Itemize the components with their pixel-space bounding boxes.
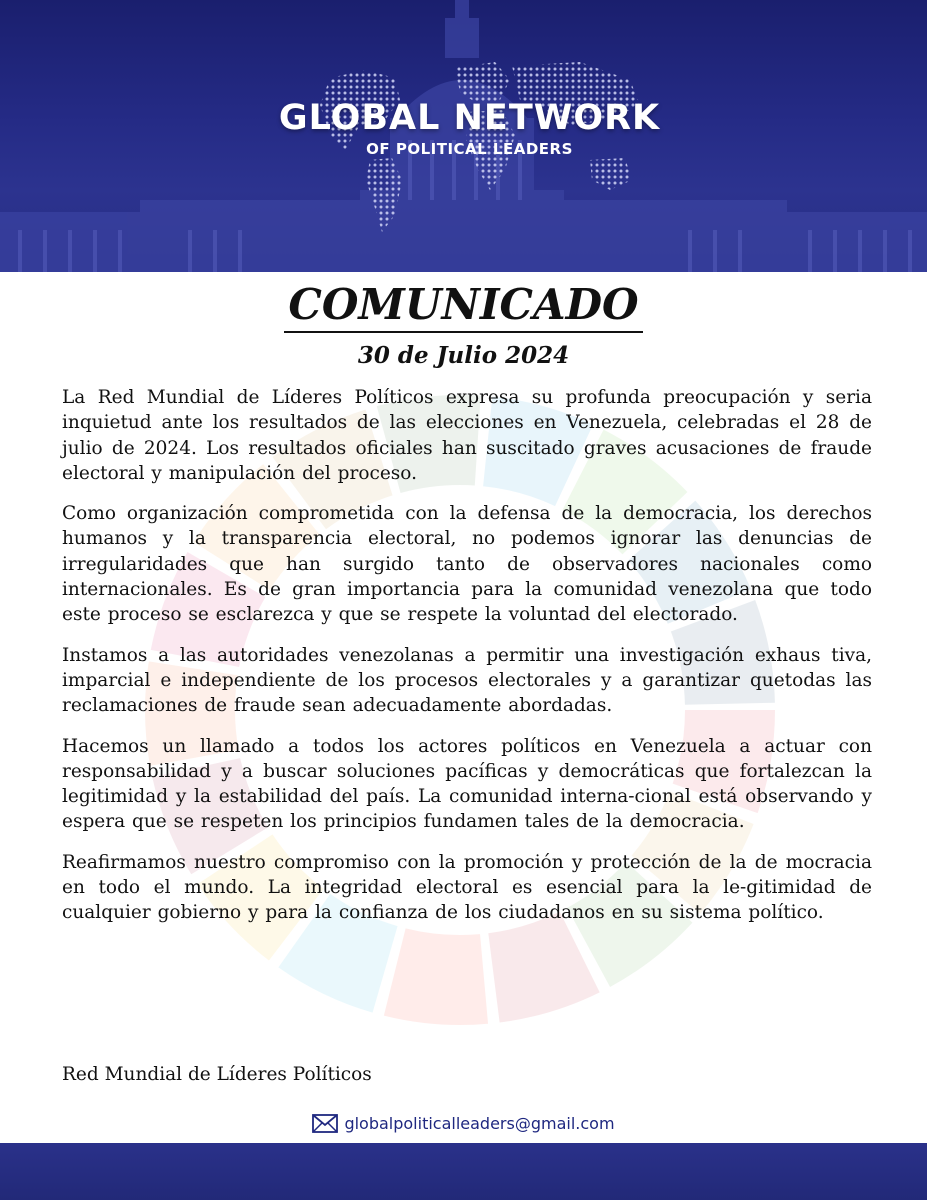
footer-bar xyxy=(0,1143,927,1200)
envelope-icon xyxy=(312,1114,338,1137)
signature: Red Mundial de Líderes Políticos xyxy=(62,1064,372,1085)
paragraph: Instamos a las autoridades venezolanas a permitir una investigación exhaus tiva, imparcial e independiente de los procesos electorales y a garantizar quetodas las reclamaciones de fraude sean adecuadamente abordadas. xyxy=(62,644,872,717)
document-title xyxy=(0,280,927,333)
paragraph: Reafirmamos nuestro compromiso con la promoción y protección de la de mocracia en todo el mundo. La integridad electoral es esencial para la le-gitimidad de cualquier gobierno y para la confianza de los ciudadanos en su sistema político. xyxy=(62,851,872,924)
paragraph: Hacemos un llamado a todos los actores políticos en Venezuela a actuar con responsabilidad y a buscar soluciones pacíficas y democráticas que fortalezcan la legitimidad y la estabilidad del país. La comunidad interna-cional está observando y espera que se respeten los principios fundamen tales de la democracia. xyxy=(62,735,872,833)
document-body xyxy=(62,385,872,941)
document-date: 30 de Julio 2024 xyxy=(357,342,570,369)
email-address[interactable]: globalpoliticalleaders@gmail.com xyxy=(344,1114,615,1133)
paragraph: Como organización comprometida con la defensa de la democracia, los derechos humanos y la transparencia electoral, no podemos ignorar las denuncias de irregularidades que han surgido tanto de observadores nacionales como internacionales. Es de gran importancia para la comunidad venezolana que todo este proceso se esclarezca y que se respete la voluntad del electorado. xyxy=(62,503,872,626)
brand-title: GLOBAL NETWORK xyxy=(278,98,661,138)
document-title-text: COMUNICADO xyxy=(284,283,642,333)
paragraph: La Red Mundial de Líderes Políticos expresa su profunda preocupación y seria inquietud ante los resultados de las elecciones en Venezuela, celebradas el 28 de julio de 2024. Los resultados oficiales han suscitado graves acusaciones de fraude electoral y manipulación del proceso. xyxy=(62,387,872,484)
header-banner xyxy=(0,0,927,272)
contact-email[interactable] xyxy=(0,1114,927,1137)
brand-subtitle: OF POLITICAL LEADERS xyxy=(366,140,573,158)
